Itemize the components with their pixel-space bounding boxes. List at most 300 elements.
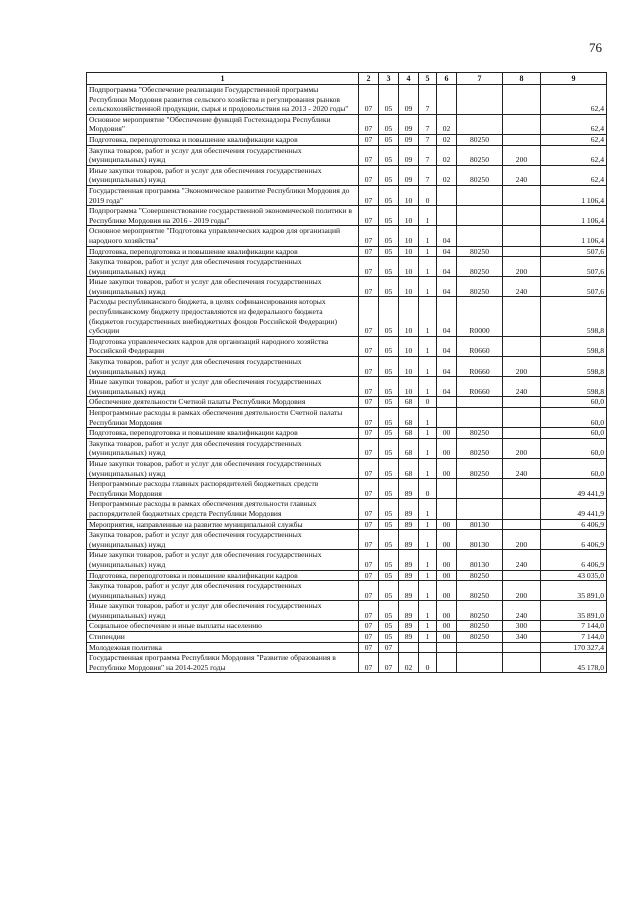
section-code: 07 <box>359 408 379 428</box>
section-code: 07 <box>359 581 379 601</box>
subprogram-code: 1 <box>419 550 437 570</box>
activity-code: 00 <box>437 438 457 458</box>
row-amount: 507,6 <box>541 277 607 297</box>
row-name: Закупка товаров, работ и услуг для обеспечения государственных (муниципальных) нужд <box>87 145 359 165</box>
row-name: Закупка товаров, работ и услуг для обеспечения государственных (муниципальных) нужд <box>87 530 359 550</box>
section-code: 07 <box>359 336 379 356</box>
column-header: 2 <box>359 73 379 85</box>
program-code: 10 <box>399 377 419 397</box>
section-code: 07 <box>359 226 379 246</box>
expense-type-code <box>503 397 541 408</box>
expense-type-code: 240 <box>503 377 541 397</box>
subsection-code: 05 <box>379 257 399 277</box>
subprogram-code: 1 <box>419 438 437 458</box>
activity-code: 02 <box>437 114 457 134</box>
row-amount: 62,4 <box>541 145 607 165</box>
table-row <box>87 408 607 428</box>
activity-code: 04 <box>437 226 457 246</box>
subprogram-code: 1 <box>419 408 437 428</box>
expense-direction-code: R0000 <box>457 297 503 336</box>
section-code: 07 <box>359 653 379 673</box>
section-code: 07 <box>359 357 379 377</box>
table-row <box>87 145 607 165</box>
row-name: Иные закупки товаров, работ и услуг для обеспечения государственных (муниципальных) нужд <box>87 550 359 570</box>
row-amount: 60,0 <box>541 458 607 478</box>
row-amount: 1 106,4 <box>541 206 607 226</box>
expense-direction-code: 80250 <box>457 165 503 185</box>
table-row <box>87 377 607 397</box>
subsection-code: 05 <box>379 581 399 601</box>
expense-direction-code <box>457 114 503 134</box>
subprogram-code: 7 <box>419 114 437 134</box>
row-name: Закупка товаров, работ и услуг для обеспечения государственных (муниципальных) нужд <box>87 438 359 458</box>
table-row <box>87 297 607 336</box>
activity-code: 04 <box>437 257 457 277</box>
expense-direction-code: 80250 <box>457 277 503 297</box>
subsection-code: 05 <box>379 114 399 134</box>
activity-code <box>437 653 457 673</box>
row-amount: 62,4 <box>541 114 607 134</box>
row-name: Иные закупки товаров, работ и услуг для обеспечения государственных (муниципальных) нужд <box>87 377 359 397</box>
section-code: 07 <box>359 642 379 653</box>
section-code: 07 <box>359 550 379 570</box>
program-code: 09 <box>399 145 419 165</box>
column-header: 7 <box>457 73 503 85</box>
table-row <box>87 165 607 185</box>
activity-code: 00 <box>437 458 457 478</box>
subsection-code: 05 <box>379 336 399 356</box>
row-name: Основное мероприятие "Обеспечение функций Гостехнадзора Республики Мордовия" <box>87 114 359 134</box>
expense-type-code: 240 <box>503 550 541 570</box>
row-name: Молодежная политика <box>87 642 359 653</box>
subprogram-code: 1 <box>419 226 437 246</box>
row-amount: 43 035,0 <box>541 570 607 581</box>
subsection-code: 05 <box>379 377 399 397</box>
column-header: 9 <box>541 73 607 85</box>
activity-code: 04 <box>437 246 457 257</box>
activity-code: 00 <box>437 428 457 439</box>
program-code: 02 <box>399 653 419 673</box>
table-row <box>87 570 607 581</box>
row-name: Иные закупки товаров, работ и услуг для обеспечения государственных (муниципальных) нужд <box>87 458 359 478</box>
row-name: Непрограммные расходы в рамках обеспечения деятельности главных распорядителей бюджетных средств Республики Мордовия <box>87 499 359 519</box>
activity-code: 02 <box>437 165 457 185</box>
activity-code: 04 <box>437 277 457 297</box>
subsection-code: 05 <box>379 408 399 428</box>
table-row <box>87 550 607 570</box>
expense-direction-code <box>457 653 503 673</box>
row-name: Обеспечение деятельности Счетной палаты Республики Мордовия <box>87 397 359 408</box>
activity-code: 00 <box>437 570 457 581</box>
section-code: 07 <box>359 428 379 439</box>
row-amount: 60,0 <box>541 408 607 428</box>
expense-type-code <box>503 85 541 115</box>
expense-type-code: 240 <box>503 165 541 185</box>
subprogram-code: 1 <box>419 458 437 478</box>
subsection-code: 05 <box>379 165 399 185</box>
activity-code: 02 <box>437 145 457 165</box>
row-name: Закупка товаров, работ и услуг для обеспечения государственных (муниципальных) нужд <box>87 257 359 277</box>
subprogram-code: 1 <box>419 336 437 356</box>
activity-code: 04 <box>437 357 457 377</box>
row-amount: 598,8 <box>541 336 607 356</box>
column-header: 1 <box>87 73 359 85</box>
row-amount: 35 891,0 <box>541 601 607 621</box>
expense-type-code: 200 <box>503 357 541 377</box>
row-name: Закупка товаров, работ и услуг для обеспечения государственных (муниципальных) нужд <box>87 357 359 377</box>
program-code: 89 <box>399 632 419 643</box>
subsection-code: 05 <box>379 145 399 165</box>
subsection-code: 05 <box>379 519 399 530</box>
column-header: 3 <box>379 73 399 85</box>
table-row <box>87 653 607 673</box>
table-row <box>87 642 607 653</box>
section-code: 07 <box>359 632 379 643</box>
program-code: 10 <box>399 246 419 257</box>
program-code: 89 <box>399 499 419 519</box>
table-row <box>87 438 607 458</box>
expense-direction-code: 80250 <box>457 428 503 439</box>
program-code: 89 <box>399 581 419 601</box>
expense-direction-code: R0660 <box>457 357 503 377</box>
section-code: 07 <box>359 570 379 581</box>
expense-type-code <box>503 114 541 134</box>
expense-direction-code: R0660 <box>457 336 503 356</box>
section-code: 07 <box>359 397 379 408</box>
subprogram-code: 1 <box>419 519 437 530</box>
expense-direction-code <box>457 185 503 205</box>
subsection-code: 07 <box>379 653 399 673</box>
section-code: 07 <box>359 85 379 115</box>
section-code: 07 <box>359 621 379 632</box>
table-row <box>87 530 607 550</box>
subprogram-code: 1 <box>419 428 437 439</box>
expense-direction-code: 80250 <box>457 145 503 165</box>
row-name: Подпрограмма "Обеспечение реализации Государственной программы Республики Мордовия развития сельского хозяйства и регулирования рынков сельскохозяйственной продукции, сырья и продовольствия на 2013 - 2020 годы" <box>87 85 359 115</box>
subprogram-code: 1 <box>419 377 437 397</box>
row-name: Государственная программа "Экономическое развитие Республики Мордовия до 2019 года" <box>87 185 359 205</box>
expense-type-code <box>503 226 541 246</box>
row-amount: 598,8 <box>541 357 607 377</box>
row-amount: 49 441,9 <box>541 479 607 499</box>
expense-type-code <box>503 336 541 356</box>
table-row <box>87 134 607 145</box>
expense-type-code <box>503 297 541 336</box>
row-name: Закупка товаров, работ и услуг для обеспечения государственных (муниципальных) нужд <box>87 581 359 601</box>
expense-direction-code: 80250 <box>457 632 503 643</box>
program-code: 89 <box>399 570 419 581</box>
row-amount: 507,6 <box>541 246 607 257</box>
row-amount: 6 406,9 <box>541 550 607 570</box>
program-code: 89 <box>399 530 419 550</box>
subsection-code: 05 <box>379 499 399 519</box>
program-code: 89 <box>399 601 419 621</box>
section-code: 07 <box>359 530 379 550</box>
program-code: 10 <box>399 206 419 226</box>
expense-direction-code: 80130 <box>457 530 503 550</box>
program-code: 09 <box>399 85 419 115</box>
program-code: 89 <box>399 519 419 530</box>
column-header: 8 <box>503 73 541 85</box>
expense-direction-code: 80250 <box>457 581 503 601</box>
expense-direction-code: R0660 <box>457 377 503 397</box>
row-amount: 35 891,0 <box>541 581 607 601</box>
section-code: 07 <box>359 479 379 499</box>
table-row <box>87 397 607 408</box>
activity-code <box>437 397 457 408</box>
activity-code <box>437 408 457 428</box>
section-code: 07 <box>359 499 379 519</box>
row-amount: 62,4 <box>541 165 607 185</box>
section-code: 07 <box>359 114 379 134</box>
program-code: 89 <box>399 621 419 632</box>
expense-type-code: 340 <box>503 632 541 643</box>
expense-type-code: 300 <box>503 621 541 632</box>
expense-direction-code: 80130 <box>457 519 503 530</box>
row-amount: 170 327,4 <box>541 642 607 653</box>
activity-code <box>437 499 457 519</box>
row-name: Социальное обеспечение и иные выплаты населению <box>87 621 359 632</box>
expense-type-code <box>503 206 541 226</box>
expense-type-code <box>503 642 541 653</box>
table-row <box>87 632 607 643</box>
expense-direction-code <box>457 85 503 115</box>
section-code: 07 <box>359 519 379 530</box>
expense-type-code <box>503 653 541 673</box>
row-name: Подготовка, переподготовка и повышение квалификации кадров <box>87 570 359 581</box>
activity-code <box>437 206 457 226</box>
row-name: Иные закупки товаров, работ и услуг для обеспечения государственных (муниципальных) нужд <box>87 277 359 297</box>
row-name: Непрограммные расходы главных распорядителей бюджетных средств Республики Мордовия <box>87 479 359 499</box>
subprogram-code: 0 <box>419 479 437 499</box>
row-amount: 1 106,4 <box>541 185 607 205</box>
program-code: 09 <box>399 114 419 134</box>
subsection-code: 05 <box>379 397 399 408</box>
program-code <box>399 642 419 653</box>
subprogram-code: 0 <box>419 397 437 408</box>
subprogram-code: 1 <box>419 621 437 632</box>
page-number: 76 <box>589 40 602 55</box>
program-code: 89 <box>399 479 419 499</box>
program-code: 10 <box>399 226 419 246</box>
subsection-code: 05 <box>379 297 399 336</box>
expense-direction-code <box>457 226 503 246</box>
subprogram-code: 1 <box>419 499 437 519</box>
subsection-code: 05 <box>379 226 399 246</box>
subprogram-code: 7 <box>419 165 437 185</box>
expense-direction-code <box>457 206 503 226</box>
table-row <box>87 601 607 621</box>
section-code: 07 <box>359 297 379 336</box>
subprogram-code: 7 <box>419 145 437 165</box>
budget-table <box>86 72 607 673</box>
activity-code: 00 <box>437 621 457 632</box>
subprogram-code: 1 <box>419 581 437 601</box>
row-amount: 60,0 <box>541 438 607 458</box>
row-amount: 62,4 <box>541 134 607 145</box>
subsection-code: 05 <box>379 206 399 226</box>
expense-type-code: 200 <box>503 257 541 277</box>
subsection-code: 05 <box>379 550 399 570</box>
expense-type-code: 200 <box>503 581 541 601</box>
subsection-code: 05 <box>379 621 399 632</box>
activity-code: 00 <box>437 632 457 643</box>
subsection-code: 05 <box>379 601 399 621</box>
section-code: 07 <box>359 377 379 397</box>
row-name: Основное мероприятие "Подготовка управленческих кадров для организаций народного хозяйства" <box>87 226 359 246</box>
subsection-code: 05 <box>379 570 399 581</box>
subsection-code: 05 <box>379 185 399 205</box>
section-code: 07 <box>359 277 379 297</box>
expense-direction-code <box>457 642 503 653</box>
table-row <box>87 357 607 377</box>
subprogram-code: 1 <box>419 277 437 297</box>
activity-code <box>437 85 457 115</box>
expense-direction-code <box>457 479 503 499</box>
subprogram-code: 0 <box>419 653 437 673</box>
table-row <box>87 277 607 297</box>
row-name: Мероприятия, направленные на развитие муниципальной службы <box>87 519 359 530</box>
row-amount: 7 144,0 <box>541 632 607 643</box>
expense-direction-code: 80250 <box>457 570 503 581</box>
expense-type-code <box>503 428 541 439</box>
subprogram-code: 1 <box>419 530 437 550</box>
section-code: 07 <box>359 165 379 185</box>
row-name: Подготовка, переподготовка и повышение квалификации кадров <box>87 428 359 439</box>
subprogram-code: 7 <box>419 134 437 145</box>
table-row <box>87 519 607 530</box>
activity-code: 00 <box>437 550 457 570</box>
expense-type-code: 240 <box>503 458 541 478</box>
row-amount: 6 406,9 <box>541 519 607 530</box>
activity-code <box>437 185 457 205</box>
expense-direction-code: 80250 <box>457 621 503 632</box>
row-name: Иные закупки товаров, работ и услуг для обеспечения государственных (муниципальных) нужд <box>87 165 359 185</box>
row-name: Государственная программа Республики Мордовия "Развитие образования в Республике Мордовия" на 2014-2025 годы <box>87 653 359 673</box>
expense-direction-code: 80250 <box>457 601 503 621</box>
table-row <box>87 257 607 277</box>
table-row <box>87 226 607 246</box>
row-amount: 1 106,4 <box>541 226 607 246</box>
section-code: 07 <box>359 134 379 145</box>
subsection-code: 05 <box>379 246 399 257</box>
program-code: 89 <box>399 550 419 570</box>
program-code: 10 <box>399 185 419 205</box>
expense-direction-code <box>457 397 503 408</box>
activity-code <box>437 479 457 499</box>
subprogram-code: 1 <box>419 246 437 257</box>
expense-direction-code: 80250 <box>457 246 503 257</box>
expense-type-code: 240 <box>503 601 541 621</box>
row-amount: 62,4 <box>541 85 607 115</box>
subsection-code: 05 <box>379 458 399 478</box>
expense-type-code: 200 <box>503 145 541 165</box>
subprogram-code: 1 <box>419 601 437 621</box>
subprogram-code: 1 <box>419 570 437 581</box>
column-header: 6 <box>437 73 457 85</box>
activity-code: 00 <box>437 519 457 530</box>
row-amount: 60,0 <box>541 397 607 408</box>
expense-direction-code: 80250 <box>457 458 503 478</box>
row-amount: 6 406,9 <box>541 530 607 550</box>
row-amount: 598,8 <box>541 297 607 336</box>
table-row <box>87 246 607 257</box>
column-header: 4 <box>399 73 419 85</box>
subprogram-code: 1 <box>419 297 437 336</box>
section-code: 07 <box>359 438 379 458</box>
expense-type-code: 240 <box>503 277 541 297</box>
table-row <box>87 428 607 439</box>
program-code: 68 <box>399 428 419 439</box>
table-row <box>87 499 607 519</box>
subsection-code: 07 <box>379 642 399 653</box>
subsection-code: 05 <box>379 85 399 115</box>
activity-code: 04 <box>437 297 457 336</box>
program-code: 68 <box>399 438 419 458</box>
row-amount: 598,8 <box>541 377 607 397</box>
expense-direction-code: 80250 <box>457 134 503 145</box>
expense-type-code <box>503 134 541 145</box>
program-code: 68 <box>399 458 419 478</box>
subprogram-code: 0 <box>419 185 437 205</box>
subprogram-code: 1 <box>419 257 437 277</box>
row-name: Стипендии <box>87 632 359 643</box>
expense-type-code <box>503 479 541 499</box>
table-row <box>87 581 607 601</box>
program-code: 09 <box>399 134 419 145</box>
subsection-code: 05 <box>379 530 399 550</box>
row-name: Подготовка управленческих кадров для организаций народного хозяйства Российской Федерации <box>87 336 359 356</box>
subprogram-code: 1 <box>419 206 437 226</box>
expense-direction-code <box>457 499 503 519</box>
expense-direction-code: 80130 <box>457 550 503 570</box>
program-code: 68 <box>399 397 419 408</box>
table-row <box>87 114 607 134</box>
expense-type-code <box>503 519 541 530</box>
row-name: Подпрограмма "Совершенствование государственной экономической политики в Республике Мордовия на 2016 - 2019 годы" <box>87 206 359 226</box>
program-code: 10 <box>399 277 419 297</box>
section-code: 07 <box>359 185 379 205</box>
expense-type-code <box>503 570 541 581</box>
activity-code: 02 <box>437 134 457 145</box>
expense-direction-code: 80250 <box>457 438 503 458</box>
table-header-row <box>87 73 607 85</box>
row-amount: 507,6 <box>541 257 607 277</box>
subsection-code: 05 <box>379 277 399 297</box>
table-row <box>87 621 607 632</box>
subprogram-code: 7 <box>419 85 437 115</box>
program-code: 10 <box>399 357 419 377</box>
subprogram-code: 1 <box>419 632 437 643</box>
expense-type-code <box>503 499 541 519</box>
expense-type-code <box>503 408 541 428</box>
program-code: 68 <box>399 408 419 428</box>
table-row <box>87 336 607 356</box>
section-code: 07 <box>359 257 379 277</box>
program-code: 10 <box>399 336 419 356</box>
subsection-code: 05 <box>379 438 399 458</box>
activity-code: 04 <box>437 377 457 397</box>
subsection-code: 05 <box>379 479 399 499</box>
section-code: 07 <box>359 145 379 165</box>
subsection-code: 05 <box>379 632 399 643</box>
subprogram-code <box>419 642 437 653</box>
expense-type-code: 200 <box>503 438 541 458</box>
expense-type-code <box>503 185 541 205</box>
subsection-code: 05 <box>379 357 399 377</box>
row-name: Подготовка, переподготовка и повышение квалификации кадров <box>87 246 359 257</box>
table-row <box>87 479 607 499</box>
